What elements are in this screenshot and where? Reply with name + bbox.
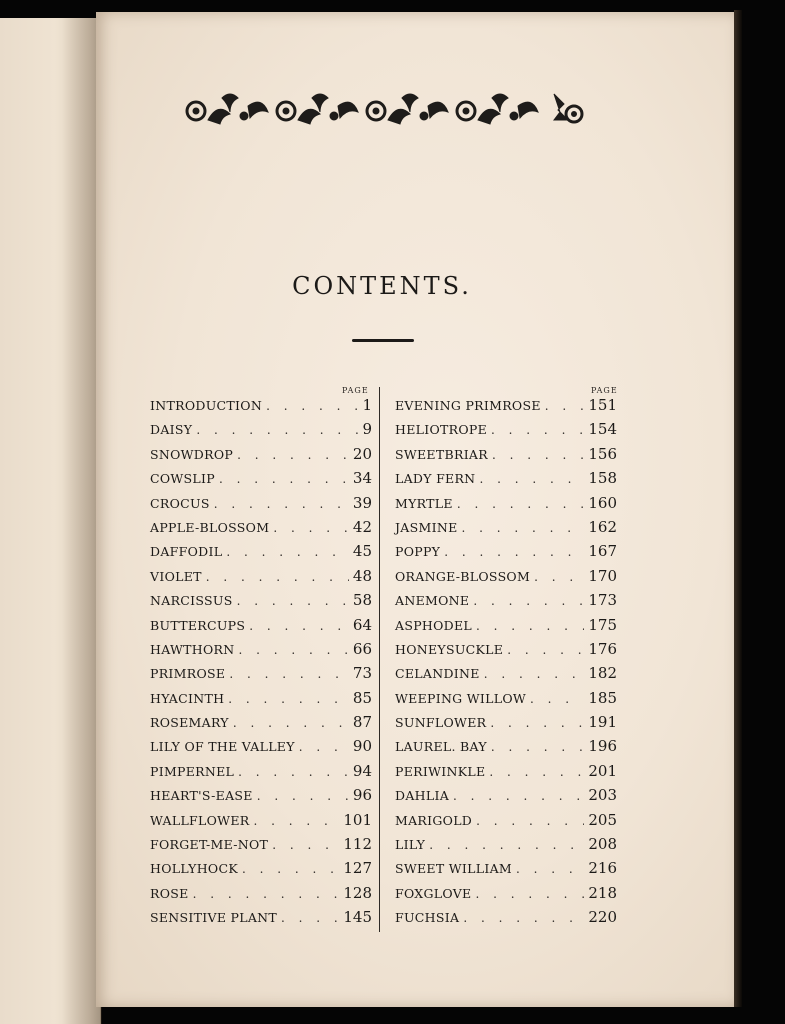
dot-leader — [507, 640, 584, 660]
book-cover-edge — [734, 10, 742, 1007]
toc-entry — [395, 858, 617, 882]
toc-entry-title: PRIMROSE — [150, 666, 226, 682]
dot-leader — [226, 542, 349, 562]
toc-entry — [395, 712, 617, 736]
toc-entry-title: ROSEMARY — [150, 715, 229, 731]
toc-entry — [395, 810, 617, 834]
dot-leader — [457, 494, 585, 514]
toc-entry-title: ANEMONE — [395, 593, 470, 609]
toc-entry — [395, 663, 617, 687]
dot-leader — [462, 518, 585, 538]
toc-entry — [150, 834, 372, 858]
dot-leader — [257, 786, 349, 806]
toc-entry-page-number: 205 — [588, 810, 617, 829]
toc-entry-title: FOXGLOVE — [395, 885, 472, 901]
toc-entry — [395, 395, 617, 419]
toc-entry — [395, 761, 617, 785]
page-title: CONTENTS. — [292, 272, 472, 300]
dot-leader — [239, 640, 349, 660]
dot-leader — [429, 835, 584, 855]
dot-leader — [219, 469, 349, 489]
toc-entry-page-number: 48 — [352, 566, 372, 585]
toc-entry-page-number: 208 — [588, 835, 617, 854]
toc-entry-page-number: 154 — [588, 420, 617, 439]
dot-leader — [242, 859, 339, 879]
dot-leader — [281, 908, 339, 928]
contents-column-left — [150, 395, 372, 932]
toc-entry-title: DAFFODIL — [150, 544, 223, 560]
toc-entry-title: APPLE-BLOSSOM — [150, 519, 270, 535]
toc-entry-title: LILY OF THE VALLEY — [150, 739, 295, 755]
toc-entry-page-number: 9 — [362, 420, 372, 439]
dot-leader — [206, 567, 349, 587]
toc-entry — [150, 810, 372, 834]
toc-entry — [150, 858, 372, 882]
toc-entry — [150, 517, 372, 541]
dot-leader — [238, 762, 349, 782]
toc-entry-page-number: 175 — [588, 615, 617, 634]
toc-entry — [150, 566, 372, 590]
toc-entry — [150, 395, 372, 419]
toc-entry — [395, 590, 617, 614]
toc-entry — [150, 444, 372, 468]
toc-entry — [395, 883, 617, 907]
toc-entry — [395, 419, 617, 443]
dot-leader — [253, 811, 339, 831]
toc-entry-title: WALLFLOWER — [150, 812, 250, 828]
dot-leader — [228, 689, 349, 709]
toc-entry-title: PIMPERNEL — [150, 763, 235, 779]
toc-entry — [395, 785, 617, 809]
toc-entry — [395, 468, 617, 492]
toc-entry — [150, 736, 372, 760]
toc-entry-page-number: 34 — [352, 469, 372, 488]
dot-leader — [534, 567, 584, 587]
toc-entry — [395, 907, 617, 931]
toc-entry — [150, 493, 372, 517]
toc-entry-page-number: 185 — [588, 688, 617, 707]
toc-entry-page-number: 145 — [343, 908, 372, 927]
contents-column-right — [395, 395, 617, 932]
toc-entry-title: SWEETBRIAR — [395, 446, 488, 462]
toc-entry-page-number: 191 — [588, 713, 617, 732]
toc-entry-title: NARCISSUS — [150, 593, 233, 609]
toc-entry-title: JASMINE — [395, 519, 458, 535]
toc-entry-title: LADY FERN — [395, 471, 476, 487]
dot-leader — [193, 884, 340, 904]
toc-entry-page-number: 220 — [588, 908, 617, 927]
dot-leader — [249, 616, 349, 636]
toc-entry-title: CROCUS — [150, 495, 210, 511]
toc-entry-page-number: 170 — [588, 566, 617, 585]
toc-entry-title: HELIOTROPE — [395, 422, 488, 438]
toc-entry-page-number: 73 — [352, 664, 372, 683]
toc-entry-title: BUTTERCUPS — [150, 617, 246, 633]
page-column-label-left: PAGE — [342, 386, 369, 395]
dot-leader — [444, 542, 584, 562]
dot-leader — [473, 591, 584, 611]
toc-entry — [150, 639, 372, 663]
dot-leader — [463, 908, 584, 928]
dot-leader — [530, 689, 584, 709]
toc-entry — [150, 907, 372, 931]
dot-leader — [479, 469, 584, 489]
dot-leader — [476, 616, 584, 636]
toc-entry-title: LAUREL. BAY — [395, 739, 487, 755]
toc-entry-page-number: 101 — [343, 810, 372, 829]
toc-entry-page-number: 218 — [588, 883, 617, 902]
toc-entry — [150, 761, 372, 785]
toc-entry-page-number: 90 — [352, 737, 372, 756]
toc-entry — [395, 493, 617, 517]
toc-entry-page-number: 162 — [588, 517, 617, 536]
toc-entry-page-number: 87 — [352, 713, 372, 732]
toc-entry-title: INTRODUCTION — [150, 398, 263, 413]
toc-entry-title: SNOWDROP — [150, 446, 234, 462]
toc-entry-page-number: 45 — [352, 542, 372, 561]
toc-entry-title: PERIWINKLE — [395, 763, 486, 779]
toc-entry-title: ASPHODEL — [395, 617, 472, 633]
dot-leader — [516, 859, 584, 879]
dot-leader — [273, 518, 349, 538]
dot-leader — [229, 664, 349, 684]
dot-leader — [233, 713, 349, 733]
toc-entry-title: SUNFLOWER — [395, 715, 487, 731]
toc-entry — [150, 468, 372, 492]
dot-leader — [299, 737, 349, 757]
ornamental-rule-icon — [352, 339, 414, 342]
toc-entry-page-number: 39 — [352, 493, 372, 512]
dot-leader — [490, 713, 584, 733]
dot-leader — [272, 835, 339, 855]
toc-entry — [395, 834, 617, 858]
toc-entry — [395, 444, 617, 468]
toc-entry-page-number: 182 — [588, 664, 617, 683]
dot-leader — [491, 737, 584, 757]
toc-entry-page-number: 127 — [343, 859, 372, 878]
toc-entry-page-number: 151 — [588, 396, 617, 414]
toc-entry-page-number: 203 — [588, 786, 617, 805]
dot-leader — [492, 445, 584, 465]
toc-entry-title: ROSE — [150, 885, 189, 901]
column-divider — [379, 387, 380, 932]
toc-entry-page-number: 1 — [362, 396, 372, 414]
dot-leader — [475, 884, 584, 904]
toc-entry-page-number: 173 — [588, 591, 617, 610]
page-column-label-right: PAGE — [591, 386, 618, 395]
toc-entry — [150, 785, 372, 809]
toc-entry-title: MYRTLE — [395, 495, 453, 511]
toc-entry-page-number: 85 — [352, 688, 372, 707]
dot-leader — [266, 396, 358, 416]
floral-border-ornament-icon — [182, 86, 588, 136]
dot-leader — [214, 494, 349, 514]
toc-entry — [150, 883, 372, 907]
toc-entry — [395, 639, 617, 663]
toc-entry-page-number: 42 — [352, 517, 372, 536]
toc-entry-title: HYACINTH — [150, 690, 225, 706]
toc-entry — [150, 590, 372, 614]
toc-entry-title: MARIGOLD — [395, 812, 473, 828]
dot-leader — [489, 762, 584, 782]
toc-entry — [150, 688, 372, 712]
toc-entry-title: HEART'S-EASE — [150, 788, 253, 804]
toc-entry-title: HAWTHORN — [150, 641, 235, 657]
toc-entry-title: CELANDINE — [395, 666, 480, 682]
toc-entry-page-number: 176 — [588, 639, 617, 658]
toc-entry — [395, 615, 617, 639]
toc-entry-title: SENSITIVE PLANT — [150, 910, 278, 926]
dot-leader — [453, 786, 584, 806]
toc-entry — [395, 541, 617, 565]
toc-entry — [395, 517, 617, 541]
toc-entry — [150, 615, 372, 639]
dot-leader — [545, 396, 585, 416]
toc-entry-page-number: 156 — [588, 444, 617, 463]
toc-entry-title: SWEET WILLIAM — [395, 861, 513, 877]
dot-leader — [491, 420, 584, 440]
toc-entry — [150, 419, 372, 443]
toc-entry-title: ORANGE-BLOSSOM — [395, 568, 531, 584]
toc-entry — [395, 736, 617, 760]
toc-entry-title: FUCHSIA — [395, 910, 460, 926]
toc-entry — [150, 712, 372, 736]
dot-leader — [476, 811, 584, 831]
toc-entry — [395, 566, 617, 590]
toc-entry-page-number: 201 — [588, 761, 617, 780]
toc-entry-title: WEEPING WILLOW — [395, 690, 527, 706]
dot-leader — [484, 664, 585, 684]
dot-leader — [237, 445, 349, 465]
toc-entry-page-number: 66 — [352, 639, 372, 658]
dot-leader — [237, 591, 349, 611]
toc-entry — [150, 663, 372, 687]
toc-entry-page-number: 158 — [588, 469, 617, 488]
toc-entry-title: HOLLYHOCK — [150, 861, 238, 877]
toc-entry-page-number: 64 — [352, 615, 372, 634]
toc-entry-title: FORGET-ME-NOT — [150, 837, 269, 853]
toc-entry-title: HONEYSUCKLE — [395, 641, 504, 657]
toc-entry-title: VIOLET — [150, 568, 202, 584]
toc-entry-page-number: 167 — [588, 542, 617, 561]
toc-entry-page-number: 128 — [343, 883, 372, 902]
toc-entry-title: DAHLIA — [395, 788, 450, 804]
toc-entry-page-number: 94 — [352, 761, 372, 780]
toc-entry-title: LILY — [395, 837, 426, 853]
toc-entry-page-number: 112 — [343, 835, 372, 854]
toc-entry-page-number: 196 — [588, 737, 617, 756]
toc-entry-title: DAISY — [150, 422, 193, 438]
toc-entry-title: POPPY — [395, 544, 441, 560]
toc-entry-page-number: 58 — [352, 591, 372, 610]
toc-entry-title: COWSLIP — [150, 471, 215, 487]
toc-entry-page-number: 160 — [588, 493, 617, 512]
dot-leader — [196, 420, 358, 440]
toc-entry-title: EVENING PRIMROSE — [395, 398, 541, 413]
toc-entry — [150, 541, 372, 565]
toc-entry-page-number: 216 — [588, 859, 617, 878]
toc-entry-page-number: 96 — [352, 786, 372, 805]
toc-entry — [395, 688, 617, 712]
toc-entry-page-number: 20 — [352, 444, 372, 463]
